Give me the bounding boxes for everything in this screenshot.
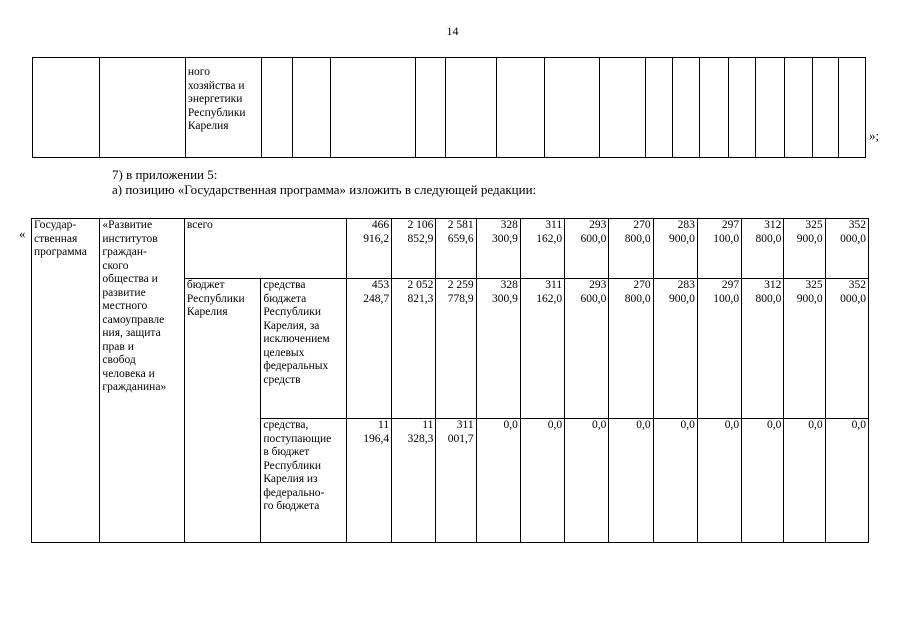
value-cell: 2 259 778,9 bbox=[436, 279, 476, 419]
value-cell: 0,0 bbox=[520, 419, 564, 543]
continued-table bbox=[32, 57, 866, 158]
value-cell: 297 100,0 bbox=[697, 219, 741, 279]
value-cell: 328 300,9 bbox=[476, 279, 520, 419]
program-table bbox=[31, 218, 869, 543]
value-cell: 270 800,0 bbox=[609, 219, 653, 279]
value-cell: 2 106 852,9 bbox=[392, 219, 436, 279]
value-cell: 311 162,0 bbox=[520, 279, 564, 419]
value-cell: 270 800,0 bbox=[609, 279, 653, 419]
cell bbox=[100, 58, 186, 158]
paragraph-a: а) позицию «Государственная программа» изложить в следующей редакции: bbox=[112, 182, 537, 197]
value-cell: 0,0 bbox=[784, 419, 825, 543]
value-cell: 2 052 821,3 bbox=[392, 279, 436, 419]
value-cell: 312 800,0 bbox=[742, 219, 784, 279]
value-cell: 0,0 bbox=[742, 419, 784, 543]
value-cell: 283 900,0 bbox=[653, 279, 697, 419]
cell bbox=[416, 58, 446, 158]
value-cell: 11 328,3 bbox=[392, 419, 436, 543]
value-cell: 0,0 bbox=[565, 419, 609, 543]
cell bbox=[446, 58, 496, 158]
cell bbox=[812, 58, 838, 158]
cell bbox=[292, 58, 330, 158]
cell bbox=[496, 58, 544, 158]
value-cell: 283 900,0 bbox=[653, 219, 697, 279]
value-cell: 311 001,7 bbox=[436, 419, 476, 543]
value-cell: 0,0 bbox=[697, 419, 741, 543]
value-cell: 328 300,9 bbox=[476, 219, 520, 279]
open-quote: « bbox=[19, 226, 26, 241]
cell bbox=[672, 58, 699, 158]
cell bbox=[729, 58, 756, 158]
own-funds-label: средства бюджета Республики Карелия, за исключением целевых федеральных средств bbox=[261, 279, 347, 419]
value-cell: 352 000,0 bbox=[825, 219, 868, 279]
cell bbox=[33, 58, 100, 158]
cell bbox=[262, 58, 292, 158]
cell bbox=[544, 58, 599, 158]
value-cell: 2 581 659,6 bbox=[436, 219, 476, 279]
cell bbox=[600, 58, 645, 158]
value-cell: 293 600,0 bbox=[565, 279, 609, 419]
value-cell: 0,0 bbox=[825, 419, 868, 543]
closing-quote: »; bbox=[869, 128, 880, 143]
col-program-name: «Развитие институтов граждан- ского общества и развитие местного самоуправле ния, защита прав и свобод человека и гражданина» bbox=[100, 219, 185, 543]
value-cell: 453 248,7 bbox=[346, 279, 391, 419]
value-cell: 352 000,0 bbox=[825, 279, 868, 419]
value-cell: 312 800,0 bbox=[742, 279, 784, 419]
value-cell: 325 900,0 bbox=[784, 279, 825, 419]
table-row-total bbox=[32, 219, 869, 279]
value-cell: 0,0 bbox=[609, 419, 653, 543]
paragraph-7: 7) в приложении 5: bbox=[112, 167, 218, 182]
federal-funds-label: средства, поступающие в бюджет Республики Карелия из федерально- го бюджета bbox=[261, 419, 347, 543]
cont-text-cell: ного хозяйства и энергетики Республики Карелия bbox=[185, 58, 261, 158]
value-cell: 325 900,0 bbox=[784, 219, 825, 279]
col-program: Государ- ственная программа bbox=[32, 219, 100, 543]
cell bbox=[785, 58, 812, 158]
cell bbox=[838, 58, 865, 158]
value-cell: 466 916,2 bbox=[346, 219, 391, 279]
cell bbox=[699, 58, 728, 158]
value-cell: 0,0 bbox=[653, 419, 697, 543]
cell bbox=[645, 58, 672, 158]
budget-label: бюджет Республики Карелия bbox=[184, 279, 260, 543]
value-cell: 0,0 bbox=[476, 419, 520, 543]
cell bbox=[330, 58, 416, 158]
cell bbox=[756, 58, 785, 158]
total-label: всего bbox=[184, 219, 346, 279]
value-cell: 293 600,0 bbox=[565, 219, 609, 279]
value-cell: 11 196,4 bbox=[346, 419, 391, 543]
value-cell: 311 162,0 bbox=[520, 219, 564, 279]
value-cell: 297 100,0 bbox=[697, 279, 741, 419]
page-number: 14 bbox=[446, 24, 459, 38]
